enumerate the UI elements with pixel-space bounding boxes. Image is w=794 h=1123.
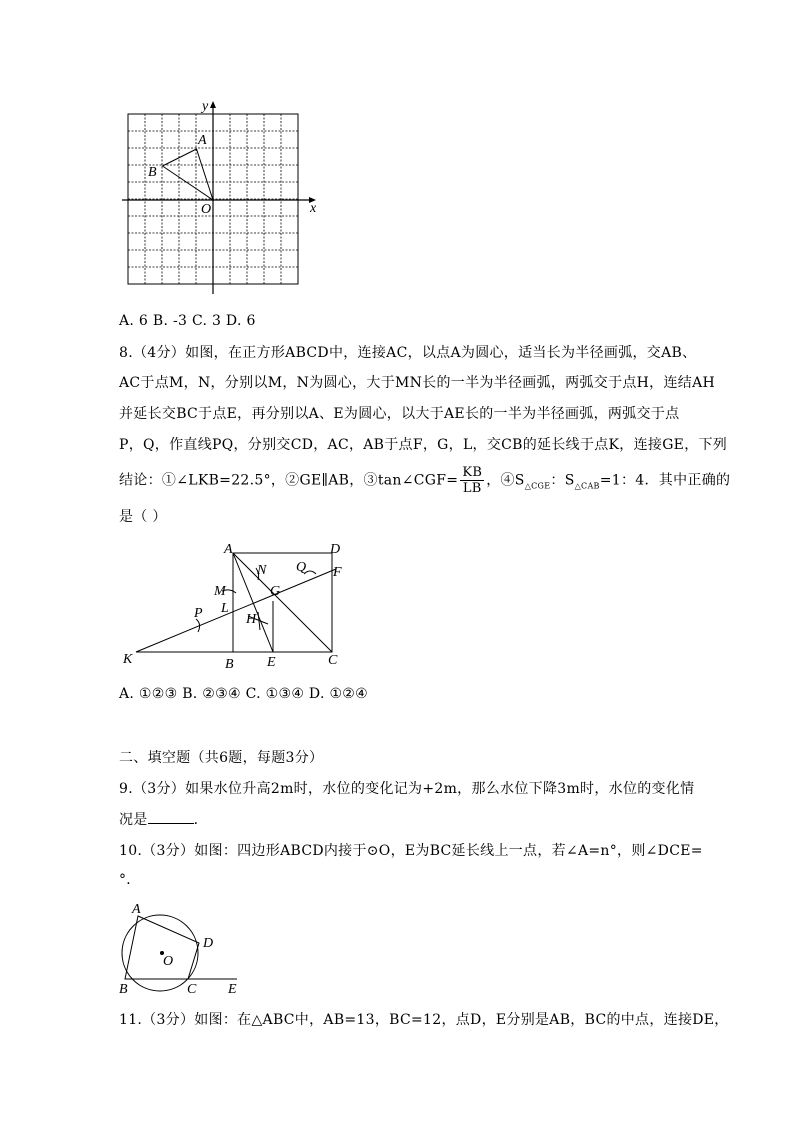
line-ae <box>233 553 273 652</box>
label-b: B <box>148 165 157 180</box>
q8-line3: 并延长交BC于点E，再分别以A、E为圆心，以大于AE长的一半为半径画弧，两弧交于点 <box>119 406 680 422</box>
q8-options: A. ①②③ B. ②③④ C. ①③④ D. ①②④ <box>119 686 368 702</box>
y-axis-arrow <box>210 101 216 108</box>
q9-line2-text-a: 况是 <box>119 812 148 828</box>
label-a: A <box>198 133 207 148</box>
q10-line2: °． <box>119 872 141 888</box>
fig2-label-d: D <box>330 542 341 557</box>
q10-line1: 10.（3分）如图：四边形ABCD内接于⊙O，E为BC延长线上一点，若∠A=n°，则∠DCE= <box>119 843 703 859</box>
fig3-label-o: O <box>163 954 174 969</box>
fig2-label-n: N <box>257 563 267 578</box>
q8-line1: 8.（4分）如图，在正方形ABCD中，连接AC，以点A为圆心，适当长为半径画弧，交AB、 <box>119 345 697 361</box>
coordinate-grid-figure <box>118 98 328 298</box>
fig2-label-m: M <box>214 584 226 599</box>
tan-fraction <box>460 465 484 496</box>
fig3-label-c: C <box>187 982 197 997</box>
q8-line5-text-b: ，④S <box>486 472 525 489</box>
q8-line6: 是（ ） <box>119 509 167 525</box>
label-y: y <box>202 99 209 114</box>
fig3-label-e: E <box>228 982 237 997</box>
fig2-label-h: H <box>246 612 257 627</box>
q8-line5-text-a: 结论：①∠LKB=22.5°，②GE∥AB，③tan∠CGF= <box>119 472 459 489</box>
q8-line4: P，Q，作直线PQ，分别交CD，AC，AB于点F，G，L，交CB的延长线于点K，连接GE，下列 <box>119 437 728 453</box>
line-pq <box>136 569 336 652</box>
fraction-numerator: KB <box>462 465 483 480</box>
fig2-label-p: P <box>194 606 203 621</box>
answer-blank <box>148 809 194 824</box>
fig2-label-g: G <box>270 584 281 599</box>
fig3-label-b: B <box>119 982 128 997</box>
fig3-label-d: D <box>203 936 214 951</box>
fig2-label-k: K <box>123 652 133 667</box>
q8-line2: AC于点M，N，分别以M，N为圆心，大于MN长的一半为半径画弧，两弧交于点H，连结AH <box>119 375 716 391</box>
label-o: O <box>201 202 212 217</box>
fig2-label-f: F <box>333 565 342 580</box>
fig2-label-c: C <box>328 653 338 668</box>
fraction-denominator: LB <box>462 481 482 496</box>
q9-line2 <box>119 809 208 830</box>
fig2-label-q: Q <box>296 560 307 575</box>
fig2-label-e: E <box>267 655 276 670</box>
diagonal-ac <box>233 553 332 652</box>
fig2-label-a: A <box>224 542 233 557</box>
q8-line5-text-c: ：S <box>550 472 575 489</box>
q11-line1: 11.（3分）如图：在△ABC中，AB=13，BC=12，点D，E分别是AB，BC的中点，连接DE， <box>119 1012 729 1028</box>
q8-line5-text-d: =1：4．其中正确的 <box>599 472 731 489</box>
fig2-label-b: B <box>225 657 234 672</box>
q9-line2-text-b: ． <box>193 812 208 828</box>
q7-options: A. 6 B. -3 C. 3 D. 6 <box>119 313 256 329</box>
q9-line1: 9.（3分）如果水位升高2m时，水位的变化记为+2m，那么水位下降3m时，水位的变化情 <box>119 781 695 797</box>
section2-heading: 二、填空题（共6题，每题3分） <box>119 750 324 766</box>
area-subscript-1: △CGE <box>524 481 551 491</box>
fig3-label-a: A <box>132 902 141 917</box>
q8-line5 <box>119 465 730 501</box>
fig2-label-l: L <box>221 601 229 616</box>
quadrilateral-abcd <box>125 916 199 979</box>
area-subscript-2: △CAB <box>574 481 600 491</box>
label-x: x <box>310 201 317 216</box>
circle-quadrilateral-figure <box>114 898 254 998</box>
triangle-abo <box>163 149 214 200</box>
square-construction-figure <box>118 538 358 672</box>
